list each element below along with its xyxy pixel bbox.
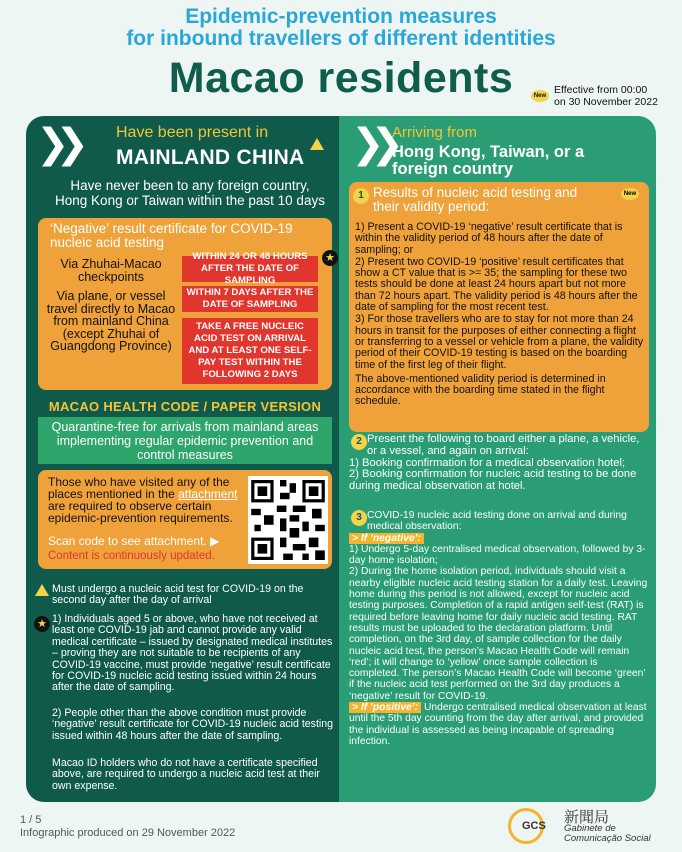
- header-subtitle-line2: for inbound travellers of different identities: [126, 27, 556, 50]
- triangle-icon: [310, 138, 324, 150]
- note-other-people: 2) People other than the above condition must provide ‘negative’ result certificate for COVID-19 nucleic acid testing issued within 48 hours after the date of sampling.: [52, 707, 334, 742]
- boarding-item: 2) Booking confirmation for nucleic acid testing to be done during medical observation at hotel.: [349, 468, 637, 493]
- boarding-title: Present the following to board either a plane, a vehicle, or a vessel, and again on arrival:: [367, 433, 640, 457]
- new-badge: New: [621, 188, 639, 200]
- row2-label: Via plane, or vessel travel directly to Macao from mainland China (except Zhuhai of Guangdong Province): [46, 289, 176, 353]
- logo-portuguese: [564, 824, 651, 844]
- validity-body: [355, 222, 645, 409]
- note-unvaccinated: 1) Individuals aged 5 or above, who have not received at least one COVID-19 jab and cannot provide any valid medical certificate – issued by designated medical institutes – proving they are not suitable to be recipients of any COVID-19 vaccine, must provide ‘negative’ result certificate for COVID-19 nucleic acid testing issued within 24 hours after the date of sampling.: [52, 613, 333, 694]
- chevron-right-icon: ❯❯: [36, 122, 76, 166]
- negative-item: 1) Undergo 5-day centralised medical observation, followed by 3-day home isolation;: [349, 543, 646, 567]
- left-heading: MAINLAND CHINA: [116, 146, 305, 169]
- logo-pt-line2: Comunicação Social: [564, 833, 651, 844]
- left-condition-line2: Hong Kong or Taiwan within the past 10 days: [55, 193, 325, 208]
- validity-item: 1) Present a COVID-19 ‘negative’ result certificate that is within the validity period of 48 hours after the date of sampling; or: [355, 221, 623, 256]
- health-code-label: MACAO HEALTH CODE / PAPER VERSION: [48, 399, 322, 414]
- row1-value: WITHIN 24 OR 48 HOURS AFTER THE DATE OF SAMPLING: [182, 256, 318, 282]
- triangle-icon: [35, 584, 49, 596]
- new-badge: New: [531, 90, 549, 102]
- section-number-2: 2: [351, 434, 367, 450]
- star-icon: ★: [34, 616, 50, 632]
- validity-title: Results of nucleic acid testing and their validity period:: [373, 185, 578, 214]
- row3-value: TAKE A FREE NUCLEIC ACID TEST ON ARRIVAL AND AT LEAST ONE SELF-PAY TEST WITHIN THE FOLLOWING 2 DAYS: [182, 318, 318, 384]
- effective-line1: Effective from 00:00: [554, 84, 648, 96]
- right-intro: Arriving from: [392, 124, 478, 141]
- effective-line2: on 30 November 2022: [554, 96, 658, 108]
- section-number-1: 1: [353, 188, 369, 204]
- scan-instruction: Scan code to see attachment. ▶: [48, 534, 220, 548]
- negative-tag: > If ‘negative’:: [349, 533, 424, 544]
- testing-title: COVID-19 nucleic acid testing done on arrival and during medical observation:: [367, 510, 627, 533]
- positive-item: Undergo centralised medical observation at least until the 5th day counting from the day after arrival, and provided the individual is assessed as being incapable of spreading infection.: [349, 702, 647, 747]
- gcs-logo: [508, 806, 678, 846]
- logo-mark: GCS: [522, 820, 546, 832]
- negative-certificate-box: [38, 218, 335, 390]
- validity-section: [349, 182, 649, 432]
- boarding-item: 1) Booking confirmation for a medical observation hotel;: [349, 456, 626, 469]
- section-number-3: 3: [351, 510, 367, 526]
- effective-date: [531, 84, 658, 108]
- mainland-china-panel: [26, 116, 346, 802]
- positive-tag: > If ‘positive’:: [349, 702, 421, 713]
- page-number: 1 / 5: [20, 814, 42, 826]
- star-icon: ★: [322, 250, 338, 266]
- play-arrow-icon: ▶: [210, 534, 220, 548]
- logo-chinese: 新聞局: [564, 808, 610, 826]
- header-subtitle: [0, 6, 682, 50]
- qr-code-icon[interactable]: [248, 476, 328, 564]
- effective-text: [554, 84, 658, 108]
- page-title: Macao residents: [168, 54, 514, 102]
- content-update-note: Content is continuously updated.: [48, 550, 215, 562]
- quarantine-box: Quarantine-free for arrivals from mainland areas implementing regular epidemic prevention and control measures: [38, 417, 332, 464]
- note-id-holders: Macao ID holders who do not have a certificate specified above, are required to undergo a nucleic acid test at their own expense.: [52, 757, 320, 792]
- validity-item: 3) For those travellers who are to stay for not more than 24 hours in transit for the purposes of either connecting a flight or transferring to a vessel or vehicle from a plane, the validity period of their COVID-19 testing is based on the boarding time of the first leg of their flight.: [355, 313, 644, 371]
- left-condition: [40, 178, 340, 208]
- right-heading: Hong Kong, Taiwan, or a foreign country: [392, 143, 585, 178]
- row1-label: Via Zhuhai-Macao checkpoints: [60, 257, 162, 284]
- produced-date: Infographic produced on 29 November 2022: [20, 827, 236, 839]
- foreign-arrival-panel: [339, 116, 656, 802]
- row2-value: WITHIN 7 DAYS AFTER THE DATE OF SAMPLING: [182, 286, 318, 312]
- attachment-link[interactable]: attachment: [178, 487, 238, 501]
- note-second-day-test: Must undergo a nucleic acid test for COVID-19 on the second day after the day of arrival: [52, 583, 304, 607]
- validity-note: The above-mentioned validity period is determined in accordance with the boarding time stated in the flight schedule.: [355, 372, 606, 408]
- left-condition-line1: Have never been to any foreign country,: [70, 178, 310, 193]
- attachment-text-a: Those who have visited any of the places mentioned in the: [48, 475, 230, 501]
- negative-certificate-title: ‘Negative’ result certificate for COVID-19 nucleic acid testing: [50, 221, 293, 250]
- chevron-right-icon: ❯❯: [351, 122, 391, 166]
- attachment-text-b: are required to observe certain epidemic-prevention requirements.: [48, 499, 233, 525]
- negative-item: 2) During the home isolation period, individuals should visit a nearby eligible nucleic acid testing station for a daily test. Leaving home during this period is not allowed, except for nucleic acid testing purposes. Completion of a rapid antigen self-test (RAT) is required before leaving home for daily nucleic acid testing. RAT results must be uploaded to the declaration platform. Until completion, on the 3rd day, of sample collection for the daily nucleic acid test, the person’s Macao Health Code will remain ‘red’; it will change to ‘yellow’ once sample collection is completed. The person’s Macao Health Code will become ‘green’ if the nucleic acid test performed on the 3rd day produces a ‘negative’ result for COVID-19.: [349, 566, 648, 702]
- attachment-text: [48, 476, 238, 524]
- logo-pt-line1: Gabinete de: [564, 823, 616, 834]
- validity-item: 2) Present two COVID-19 ‘positive’ result certificates that show a CT value that is >= 35; the sampling for these two tests should be done at least 24 hours apart but not more than 72 hours apart. The validity period is 48 hours after the date of sampling for the most recent test.: [355, 255, 638, 314]
- boarding-section: [349, 434, 649, 493]
- left-intro: Have been present in: [116, 124, 269, 141]
- footer-info: [20, 814, 235, 840]
- header-subtitle-line1: Epidemic-prevention measures: [185, 5, 497, 28]
- testing-section: [349, 510, 649, 747]
- attachment-box: [38, 470, 332, 569]
